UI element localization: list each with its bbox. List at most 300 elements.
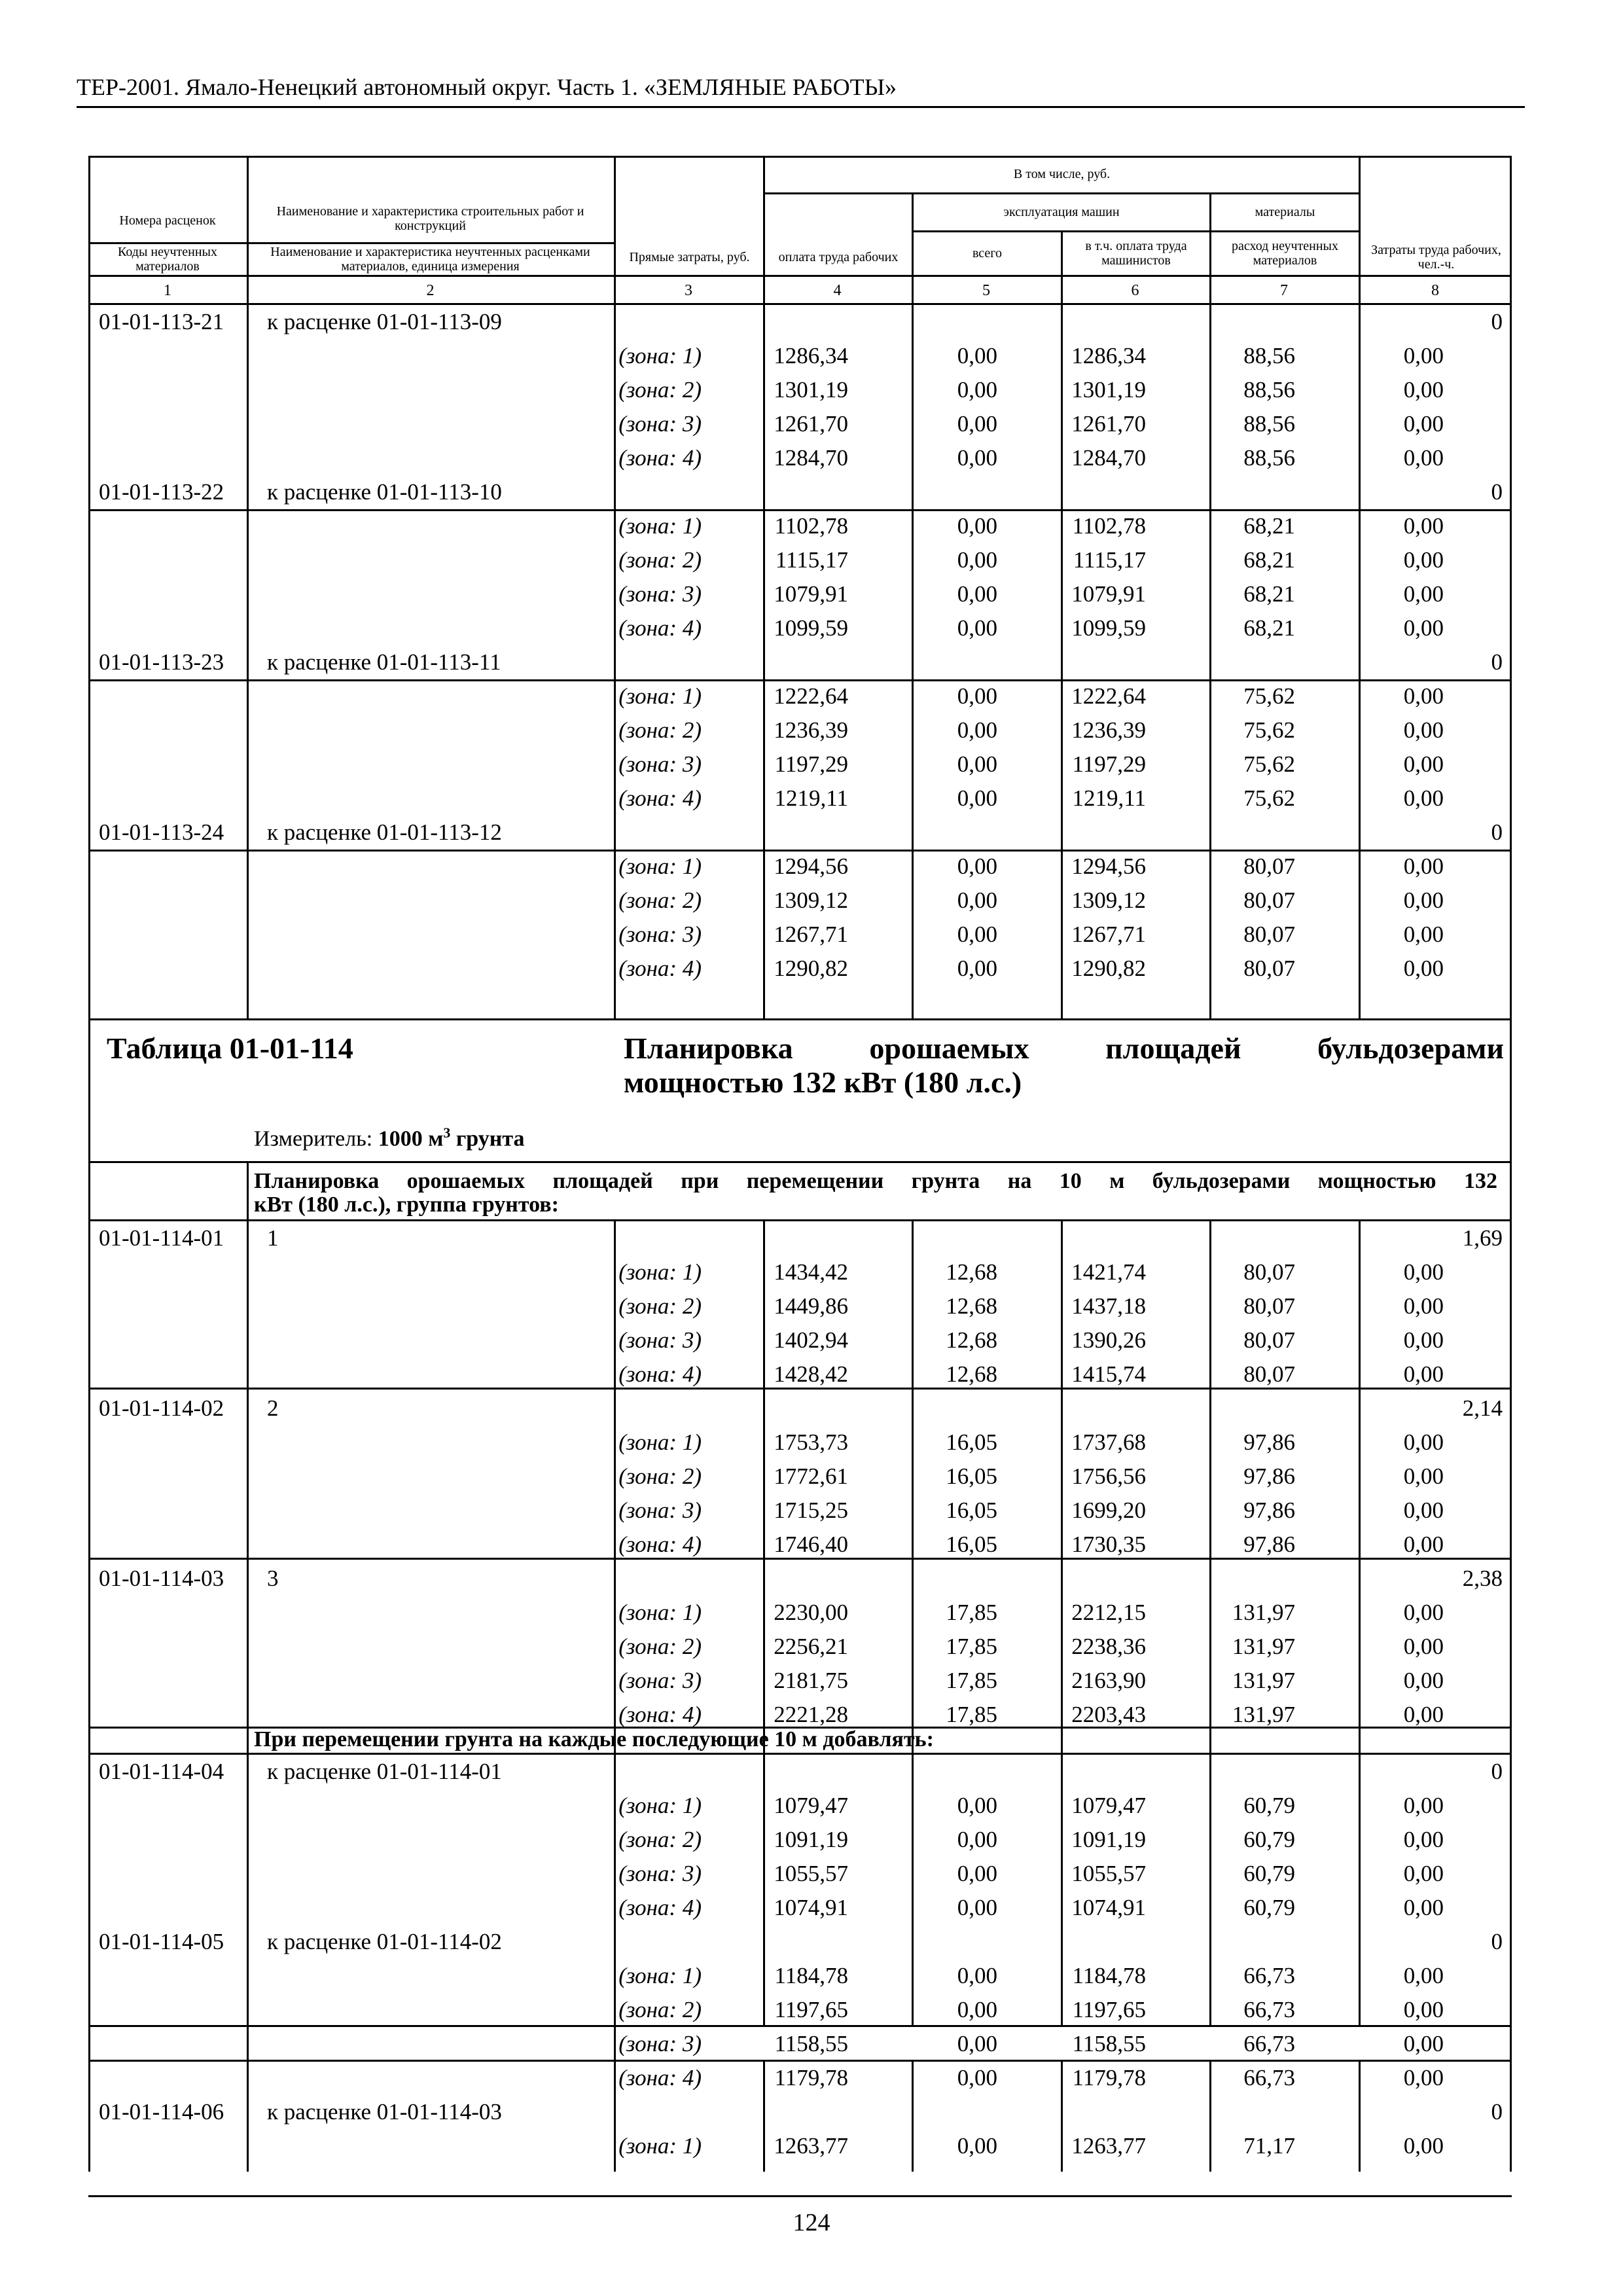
zone-row <box>88 1494 1512 1528</box>
zone-row <box>88 1664 1512 1698</box>
worker-pay: 0,00 <box>957 853 997 879</box>
direct-cost: 2230,00 <box>774 1600 848 1625</box>
machinist-pay: 97,86 <box>1243 1429 1295 1455</box>
zone-row <box>88 918 1512 952</box>
machines-total: 1421,74 <box>1071 1259 1146 1285</box>
zone-label: (зона: 4) <box>618 445 702 471</box>
worker-pay: 0,00 <box>957 2065 997 2090</box>
header-col1-bottom: Коды неучтенных материалов <box>118 245 217 274</box>
machines-total: 1184,78 <box>1072 1963 1146 1988</box>
machines-total: 1197,29 <box>1072 751 1146 777</box>
worker-pay: 0,00 <box>957 717 997 743</box>
materials-cost: 0,00 <box>1403 1997 1444 2022</box>
machines-total: 1236,39 <box>1071 717 1146 743</box>
direct-cost: 1434,42 <box>774 1259 848 1285</box>
worker-pay: 0,00 <box>957 581 997 607</box>
direct-cost: 1219,11 <box>774 785 848 811</box>
direct-cost: 1753,73 <box>774 1429 848 1455</box>
machinist-pay: 68,21 <box>1243 615 1295 641</box>
machinist-pay: 80,07 <box>1243 1327 1295 1353</box>
zone-label: (зона: 2) <box>618 888 702 913</box>
rate-name: 1 <box>267 1225 279 1251</box>
worker-pay: 16,05 <box>946 1429 997 1455</box>
zone-label: (зона: 3) <box>618 1668 702 1693</box>
materials-cost: 0,00 <box>1403 785 1444 811</box>
worker-pay: 12,68 <box>946 1361 997 1387</box>
worker-pay: 0,00 <box>957 751 997 777</box>
direct-cost: 2256,21 <box>774 1634 848 1659</box>
machines-total: 1263,77 <box>1071 2133 1146 2159</box>
zone-label: (зона: 2) <box>618 377 702 403</box>
machines-total: 1197,65 <box>1072 1997 1146 2022</box>
machines-total: 1179,78 <box>1072 2065 1146 2090</box>
worker-pay: 0,00 <box>957 683 997 709</box>
machinist-pay: 66,73 <box>1243 2065 1295 2090</box>
zone-row <box>88 611 1512 645</box>
zone-row <box>88 1460 1512 1494</box>
meter-line <box>254 1121 524 1151</box>
direct-cost: 1079,47 <box>774 1793 848 1818</box>
zone-row <box>88 407 1512 441</box>
materials-cost: 0,00 <box>1403 922 1444 947</box>
direct-cost: 1184,78 <box>774 1963 848 1988</box>
direct-cost: 1309,12 <box>774 888 848 913</box>
worker-pay: 0,00 <box>957 547 997 573</box>
zone-label: (зона: 1) <box>618 1793 702 1818</box>
direct-cost: 1428,42 <box>774 1361 848 1387</box>
zone-label: (зона: 3) <box>618 2031 702 2056</box>
machines-total: 2203,43 <box>1071 1702 1146 1727</box>
machinist-pay: 75,62 <box>1243 717 1295 743</box>
rate-code: 01-01-113-21 <box>99 309 224 334</box>
machinist-pay: 88,56 <box>1243 377 1295 403</box>
direct-cost: 1055,57 <box>774 1861 848 1886</box>
machines-total: 1055,57 <box>1071 1861 1146 1886</box>
rate-code-row <box>88 1221 1512 1255</box>
machinist-pay: 97,86 <box>1243 1498 1295 1523</box>
zone-row <box>88 1857 1512 1891</box>
meter-superscript: 3 <box>443 1124 451 1141</box>
zone-row <box>88 679 1512 713</box>
header-col1-top: Номера расценок <box>119 213 216 228</box>
materials-cost: 0,00 <box>1403 411 1444 437</box>
rate-code: 01-01-114-02 <box>99 1395 224 1421</box>
worker-pay: 0,00 <box>957 1997 997 2022</box>
zone-row <box>88 1357 1512 1391</box>
worker-pay: 17,85 <box>946 1702 997 1727</box>
direct-cost: 1102,78 <box>774 513 848 539</box>
rate-code: 01-01-114-01 <box>99 1225 224 1251</box>
direct-cost: 1261,70 <box>774 411 848 437</box>
direct-cost: 1091,19 <box>774 1827 848 1852</box>
worker-pay: 0,00 <box>957 2031 997 2056</box>
rate-code: 01-01-113-22 <box>99 479 224 505</box>
materials-cost: 0,00 <box>1403 2133 1444 2159</box>
labor-cost: 0 <box>1491 479 1503 505</box>
zone-row <box>88 1528 1512 1562</box>
labor-cost: 0 <box>1491 819 1503 845</box>
group-divider <box>88 1161 1512 1163</box>
rate-name: к расценке 01-01-113-11 <box>267 649 501 675</box>
worker-pay: 0,00 <box>957 445 997 471</box>
worker-pay: 0,00 <box>957 1861 997 1886</box>
direct-cost: 1115,17 <box>775 547 848 573</box>
rate-name: к расценке 01-01-113-12 <box>267 819 502 845</box>
zone-label: (зона: 2) <box>618 1293 702 1319</box>
machines-total: 2238,36 <box>1071 1634 1146 1659</box>
direct-cost: 1099,59 <box>774 615 848 641</box>
zone-row <box>88 1323 1512 1357</box>
machines-total: 1294,56 <box>1071 853 1146 879</box>
table-label: Таблица 01-01-114 <box>107 1031 353 1065</box>
machines-total: 1756,56 <box>1071 1463 1146 1489</box>
zone-row <box>88 781 1512 816</box>
worker-pay: 0,00 <box>957 1793 997 1818</box>
rate-code: 01-01-114-04 <box>99 1759 224 1784</box>
zone-row <box>88 747 1512 781</box>
direct-cost: 2181,75 <box>774 1668 848 1693</box>
rate-name: 2 <box>267 1395 279 1421</box>
zone-label: (зона: 3) <box>618 922 702 947</box>
direct-cost: 1079,91 <box>774 581 848 607</box>
subtitle-line2: кВт (180 л.с.), группа грунтов: <box>254 1193 559 1217</box>
worker-pay: 0,00 <box>957 888 997 913</box>
zone-row <box>88 2061 1512 2095</box>
worker-pay: 17,85 <box>946 1634 997 1659</box>
materials-cost: 0,00 <box>1403 751 1444 777</box>
materials-cost: 0,00 <box>1403 1702 1444 1727</box>
machinist-pay: 75,62 <box>1243 785 1295 811</box>
materials-cost: 0,00 <box>1403 513 1444 539</box>
rate-code-row <box>88 2095 1512 2129</box>
direct-cost: 1267,71 <box>774 922 848 947</box>
materials-cost: 0,00 <box>1403 377 1444 403</box>
machinist-pay: 71,17 <box>1243 2133 1295 2159</box>
direct-cost: 1290,82 <box>774 956 848 981</box>
zone-label: (зона: 3) <box>618 581 702 607</box>
zone-label: (зона: 3) <box>618 1861 702 1886</box>
worker-pay: 0,00 <box>957 1963 997 1988</box>
machines-total: 1699,20 <box>1071 1498 1146 1523</box>
rate-code: 01-01-113-24 <box>99 819 224 845</box>
header-materials: материалы <box>1255 205 1315 219</box>
zone-row <box>88 1289 1512 1323</box>
zone-label: (зона: 2) <box>618 547 702 573</box>
zone-label: (зона: 3) <box>618 1498 702 1523</box>
worker-pay: 0,00 <box>957 377 997 403</box>
header-col3: Прямые затраты, руб. <box>629 250 750 264</box>
machines-total: 1099,59 <box>1071 615 1146 641</box>
machines-total: 1301,19 <box>1071 377 1146 403</box>
zone-row <box>88 1823 1512 1857</box>
worker-pay: 0,00 <box>957 1827 997 1852</box>
machinist-pay: 131,97 <box>1232 1634 1295 1659</box>
zone-label: (зона: 4) <box>618 2065 702 2090</box>
zone-label: (зона: 1) <box>618 513 702 539</box>
direct-cost: 1222,64 <box>774 683 848 709</box>
rate-code-row <box>88 1925 1512 1959</box>
machinist-pay: 60,79 <box>1243 1861 1295 1886</box>
zone-row <box>88 1959 1512 1993</box>
rate-code: 01-01-114-03 <box>99 1566 224 1591</box>
direct-cost: 1179,78 <box>774 2065 848 2090</box>
machinist-pay: 68,21 <box>1243 547 1295 573</box>
rate-name: 3 <box>267 1566 279 1591</box>
zone-label: (зона: 1) <box>618 683 702 709</box>
materials-cost: 0,00 <box>1403 1895 1444 1920</box>
page-number: 124 <box>793 2209 830 2236</box>
machinist-pay: 80,07 <box>1243 888 1295 913</box>
section-subheading: При перемещении грунта на каждые последующие 10 м добавлять: <box>254 1727 934 1751</box>
machines-total: 1219,11 <box>1072 785 1146 811</box>
zone-label: (зона: 1) <box>618 1600 702 1625</box>
materials-cost: 0,00 <box>1403 1463 1444 1489</box>
zone-label: (зона: 3) <box>618 751 702 777</box>
machines-total: 1079,91 <box>1071 581 1146 607</box>
materials-cost: 0,00 <box>1403 2031 1444 2056</box>
machines-total: 1261,70 <box>1071 411 1146 437</box>
direct-cost: 1284,70 <box>774 445 848 471</box>
machinist-pay: 97,86 <box>1243 1463 1295 1489</box>
column-number: 8 <box>1431 282 1439 299</box>
materials-cost: 0,00 <box>1403 1600 1444 1625</box>
machines-total: 1158,55 <box>1072 2031 1146 2056</box>
zone-label: (зона: 2) <box>618 1634 702 1659</box>
zone-label: (зона: 2) <box>618 1463 702 1489</box>
zone-row <box>88 1891 1512 1925</box>
materials-cost: 0,00 <box>1403 1361 1444 1387</box>
materials-cost: 0,00 <box>1403 1963 1444 1988</box>
worker-pay: 0,00 <box>957 615 997 641</box>
labor-cost: 0 <box>1491 649 1503 675</box>
materials-cost: 0,00 <box>1403 547 1444 573</box>
zone-row <box>88 373 1512 407</box>
rate-code-row <box>88 305 1512 339</box>
direct-cost: 1294,56 <box>774 853 848 879</box>
direct-cost: 1772,61 <box>774 1463 848 1489</box>
machinist-pay: 88,56 <box>1243 445 1295 471</box>
labor-cost: 0 <box>1491 1759 1503 1784</box>
machines-total: 2163,90 <box>1071 1668 1146 1693</box>
materials-cost: 0,00 <box>1403 1634 1444 1659</box>
worker-pay: 0,00 <box>957 922 997 947</box>
rate-code: 01-01-113-23 <box>99 649 224 675</box>
worker-pay: 0,00 <box>957 2133 997 2159</box>
zone-row <box>88 577 1512 611</box>
header-col4: оплата труда рабочих <box>778 250 899 264</box>
machines-total: 1091,19 <box>1071 1827 1146 1852</box>
zone-row <box>88 1426 1512 1460</box>
direct-cost: 1236,39 <box>774 717 848 743</box>
zone-label: (зона: 4) <box>618 1532 702 1557</box>
machines-total: 1290,82 <box>1071 956 1146 981</box>
labor-cost: 2,38 <box>1462 1566 1503 1591</box>
labor-cost: 2,14 <box>1462 1395 1503 1421</box>
zone-row <box>88 884 1512 918</box>
meter-unit: грунта <box>455 1126 525 1151</box>
direct-cost: 1263,77 <box>774 2133 848 2159</box>
rate-name: к расценке 01-01-113-10 <box>267 479 502 505</box>
zone-label: (зона: 4) <box>618 1702 702 1727</box>
materials-cost: 0,00 <box>1403 2065 1444 2090</box>
zone-label: (зона: 4) <box>618 1361 702 1387</box>
machinist-pay: 80,07 <box>1243 1259 1295 1285</box>
machines-total: 1115,17 <box>1073 547 1146 573</box>
table-title-line2: мощностью 132 кВт (180 л.с.) <box>624 1066 1022 1099</box>
rate-code-row <box>88 816 1512 850</box>
labor-cost: 0 <box>1491 309 1503 334</box>
direct-cost: 1197,29 <box>774 751 848 777</box>
zone-label: (зона: 1) <box>618 1963 702 1988</box>
group-divider <box>88 1018 1512 1020</box>
machinist-pay: 88,56 <box>1243 411 1295 437</box>
machinist-pay: 88,56 <box>1243 343 1295 368</box>
machines-total: 1284,70 <box>1071 445 1146 471</box>
labor-cost: 1,69 <box>1462 1225 1503 1251</box>
zone-label: (зона: 3) <box>618 411 702 437</box>
direct-cost: 1286,34 <box>774 343 848 368</box>
zone-label: (зона: 2) <box>618 717 702 743</box>
direct-cost: 1715,25 <box>774 1498 848 1523</box>
rate-name: к расценке 01-01-113-09 <box>267 309 502 334</box>
column-number: 5 <box>982 282 990 299</box>
machinist-pay: 80,07 <box>1243 956 1295 981</box>
worker-pay: 0,00 <box>957 1895 997 1920</box>
zone-row <box>88 441 1512 475</box>
header-col2-top: Наименование и характеристика строительных работ и конструкций <box>276 204 584 233</box>
materials-cost: 0,00 <box>1403 1793 1444 1818</box>
machines-total: 1102,78 <box>1072 513 1146 539</box>
zone-row <box>88 1255 1512 1289</box>
materials-cost: 0,00 <box>1403 615 1444 641</box>
zone-row <box>88 1789 1512 1823</box>
zone-row <box>88 509 1512 543</box>
header-including: В том числе, руб. <box>1013 167 1111 181</box>
direct-cost: 1301,19 <box>774 377 848 403</box>
materials-cost: 0,00 <box>1403 581 1444 607</box>
machines-total: 1074,91 <box>1071 1895 1146 1920</box>
meter-label: Измеритель: <box>254 1126 373 1151</box>
machines-total: 1079,47 <box>1071 1793 1146 1818</box>
zone-row <box>88 543 1512 577</box>
worker-pay: 0,00 <box>957 956 997 981</box>
rate-code-row <box>88 475 1512 509</box>
column-number: 2 <box>426 282 435 299</box>
rate-code: 01-01-114-05 <box>99 1929 224 1954</box>
machinist-pay: 68,21 <box>1243 513 1295 539</box>
machinist-pay: 68,21 <box>1243 581 1295 607</box>
header-col8: Затраты труда рабочих, чел.-ч. <box>1371 243 1501 272</box>
machinist-pay: 75,62 <box>1243 751 1295 777</box>
header-col6: в т.ч. оплата труда машинистов <box>1085 239 1187 268</box>
zone-row <box>88 339 1512 373</box>
materials-cost: 0,00 <box>1403 717 1444 743</box>
machinist-pay: 60,79 <box>1243 1827 1295 1852</box>
materials-cost: 0,00 <box>1403 1498 1444 1523</box>
materials-cost: 0,00 <box>1403 853 1444 879</box>
header-machines: эксплуатация машин <box>1003 205 1120 219</box>
materials-cost: 0,00 <box>1403 956 1444 981</box>
machines-total: 1286,34 <box>1071 343 1146 368</box>
labor-cost: 0 <box>1491 1929 1503 1954</box>
materials-cost: 0,00 <box>1403 1293 1444 1319</box>
zone-label: (зона: 1) <box>618 1429 702 1455</box>
zone-row <box>88 1698 1512 1732</box>
column-number: 7 <box>1280 282 1288 299</box>
rate-name: к расценке 01-01-114-01 <box>267 1759 502 1784</box>
header-col5: всего <box>972 246 1003 260</box>
materials-cost: 0,00 <box>1403 1259 1444 1285</box>
zone-label: (зона: 1) <box>618 343 702 368</box>
machinist-pay: 80,07 <box>1243 1361 1295 1387</box>
materials-cost: 0,00 <box>1403 1327 1444 1353</box>
zone-row <box>88 1630 1512 1664</box>
machinist-pay: 66,73 <box>1243 1997 1295 2022</box>
column-number: 3 <box>685 282 692 299</box>
worker-pay: 0,00 <box>957 411 997 437</box>
materials-cost: 0,00 <box>1403 1827 1444 1852</box>
rate-code-row <box>88 645 1512 679</box>
worker-pay: 16,05 <box>946 1532 997 1557</box>
worker-pay: 0,00 <box>957 343 997 368</box>
worker-pay: 17,85 <box>946 1668 997 1693</box>
direct-cost: 1074,91 <box>774 1895 848 1920</box>
worker-pay: 0,00 <box>957 513 997 539</box>
worker-pay: 12,68 <box>946 1293 997 1319</box>
zone-row <box>88 1993 1512 2027</box>
zone-row <box>88 952 1512 986</box>
materials-cost: 0,00 <box>1403 445 1444 471</box>
rate-code-row <box>88 1755 1512 1789</box>
header-col7: расход неучтенных материалов <box>1232 239 1338 268</box>
zone-row <box>88 850 1512 884</box>
labor-cost: 0 <box>1491 2099 1503 2125</box>
zone-row <box>88 1596 1512 1630</box>
machinist-pay: 66,73 <box>1243 2031 1295 2056</box>
zone-label: (зона: 2) <box>618 1997 702 2022</box>
worker-pay: 12,68 <box>946 1259 997 1285</box>
header-rule <box>77 106 1525 108</box>
zone-label: (зона: 1) <box>618 1259 702 1285</box>
direct-cost: 1197,65 <box>774 1997 848 2022</box>
rate-name: к расценке 01-01-114-02 <box>267 1929 502 1954</box>
machinist-pay: 131,97 <box>1232 1668 1295 1693</box>
column-number: 4 <box>833 282 842 299</box>
zone-label: (зона: 4) <box>618 956 702 981</box>
zone-label: (зона: 1) <box>618 853 702 879</box>
machinist-pay: 80,07 <box>1243 1293 1295 1319</box>
header-col2-bottom: Наименование и характеристика неучтенных расценками материалов, единица измерения <box>270 245 590 274</box>
rate-code-row <box>88 1391 1512 1426</box>
rate-code: 01-01-114-06 <box>99 2099 224 2125</box>
machinist-pay: 60,79 <box>1243 1793 1295 1818</box>
direct-cost: 1746,40 <box>774 1532 848 1557</box>
machinist-pay: 131,97 <box>1232 1702 1295 1727</box>
machines-total: 1309,12 <box>1071 888 1146 913</box>
rate-name: к расценке 01-01-114-03 <box>267 2099 502 2125</box>
zone-row <box>88 2027 1512 2061</box>
zone-row <box>88 2129 1512 2163</box>
direct-cost: 1449,86 <box>774 1293 848 1319</box>
direct-cost: 2221,28 <box>774 1702 848 1727</box>
direct-cost: 1402,94 <box>774 1327 848 1353</box>
machines-total: 2212,15 <box>1071 1600 1146 1625</box>
zone-label: (зона: 2) <box>618 1827 702 1852</box>
machinist-pay: 60,79 <box>1243 1895 1295 1920</box>
worker-pay: 16,05 <box>946 1463 997 1489</box>
materials-cost: 0,00 <box>1403 343 1444 368</box>
machines-total: 1730,35 <box>1071 1532 1146 1557</box>
